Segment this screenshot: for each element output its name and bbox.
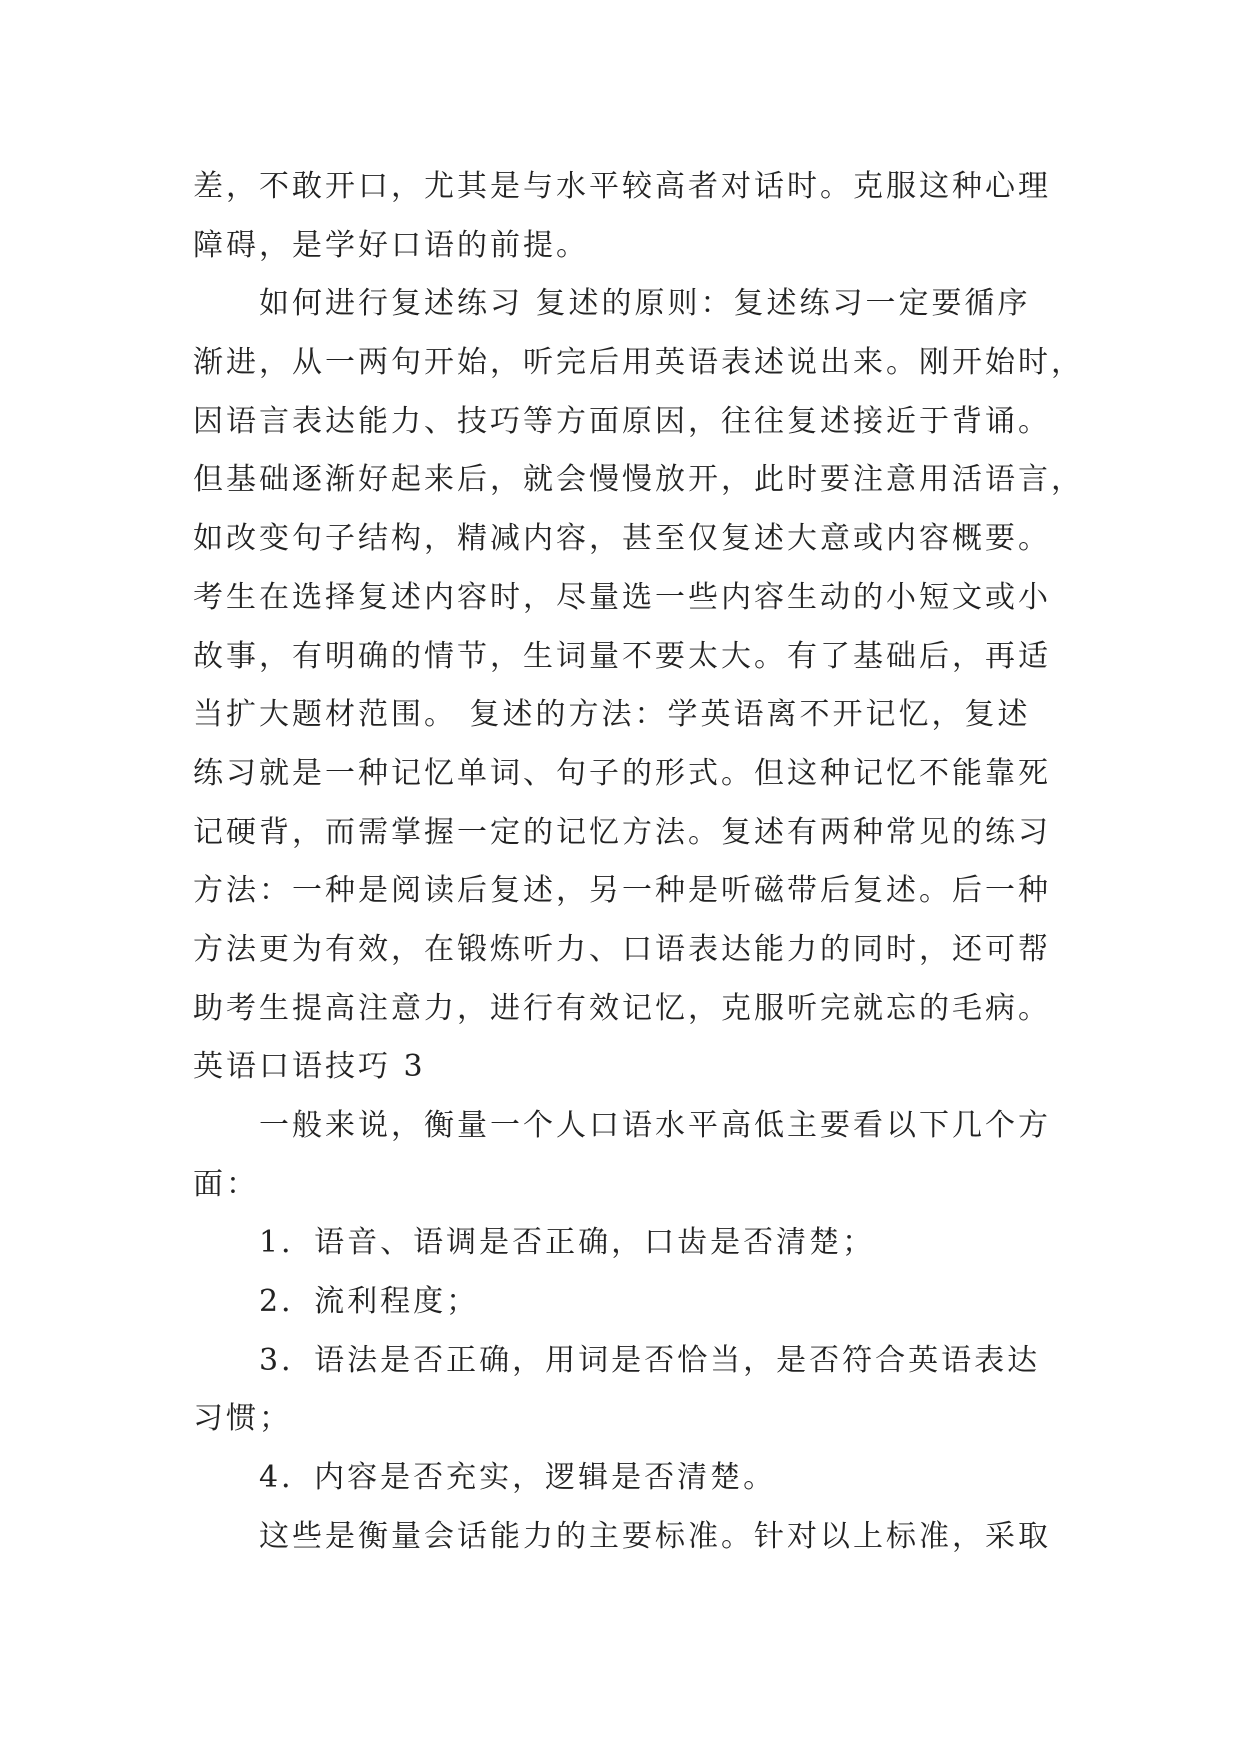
text-line: 一般来说，衡量一个人口语水平高低主要看以下几个方: [259, 1108, 1051, 1143]
text-line: 练习就是一种记忆单词、句子的形式。但这种记忆不能靠死: [193, 755, 1051, 791]
text-line: 渐进，从一两句开始，听完后用英语表述说出来。刚开始时，: [193, 345, 1084, 381]
text-line: 如改变句子结构，精减内容，甚至仅复述大意或内容概要。: [193, 521, 1051, 557]
list-item: 1．语音、语调是否正确，口齿是否清楚；: [259, 1225, 876, 1261]
text-line: 差，不敢开口，尤其是与水平较高者对话时。克服这种心理: [193, 169, 1051, 204]
text-line: 故事，有明确的情节，生词量不要太大。有了基础后，再适: [193, 638, 1051, 674]
text-line: 方法：一种是阅读后复述，另一种是听磁带后复述。后一种: [193, 873, 1051, 909]
list-item: 4．内容是否充实，逻辑是否清楚。: [259, 1460, 777, 1496]
list-item-continuation: 习惯；: [193, 1401, 292, 1437]
text-line: 当扩大题材范围。 复述的方法：学英语离不开记忆，复述: [193, 697, 1031, 733]
body-text: [193, 158, 1153, 1567]
text-line: 因语言表达能力、技巧等方面原因，往往复述接近于背诵。: [193, 403, 1051, 439]
text-line: 如何进行复述练习 复述的原则：复述练习一定要循序: [259, 286, 1031, 322]
text-line: 障碍，是学好口语的前提。: [193, 227, 589, 263]
section-heading: 英语口语技巧 3: [193, 1049, 426, 1085]
text-line: 考生在选择复述内容时，尽量选一些内容生动的小短文或小: [193, 579, 1051, 615]
text-line: 面：: [193, 1166, 259, 1202]
text-line: 方法更为有效，在锻炼听力、口语表达能力的同时，还可帮: [193, 931, 1051, 967]
list-item: 3．语法是否正确，用词是否恰当，是否符合英语表达: [259, 1342, 1041, 1378]
text-line: 记硬背，而需掌握一定的记忆方法。复述有两种常见的练习: [193, 814, 1051, 850]
text-line: 这些是衡量会话能力的主要标准。针对以上标准，采取: [259, 1518, 1051, 1554]
text-line: 但基础逐渐好起来后，就会慢慢放开，此时要注意用活语言，: [193, 462, 1084, 498]
list-item: 2．流利程度；: [259, 1284, 480, 1320]
text-line: 助考生提高注意力，进行有效记忆，克服听完就忘的毛病。: [193, 990, 1051, 1026]
